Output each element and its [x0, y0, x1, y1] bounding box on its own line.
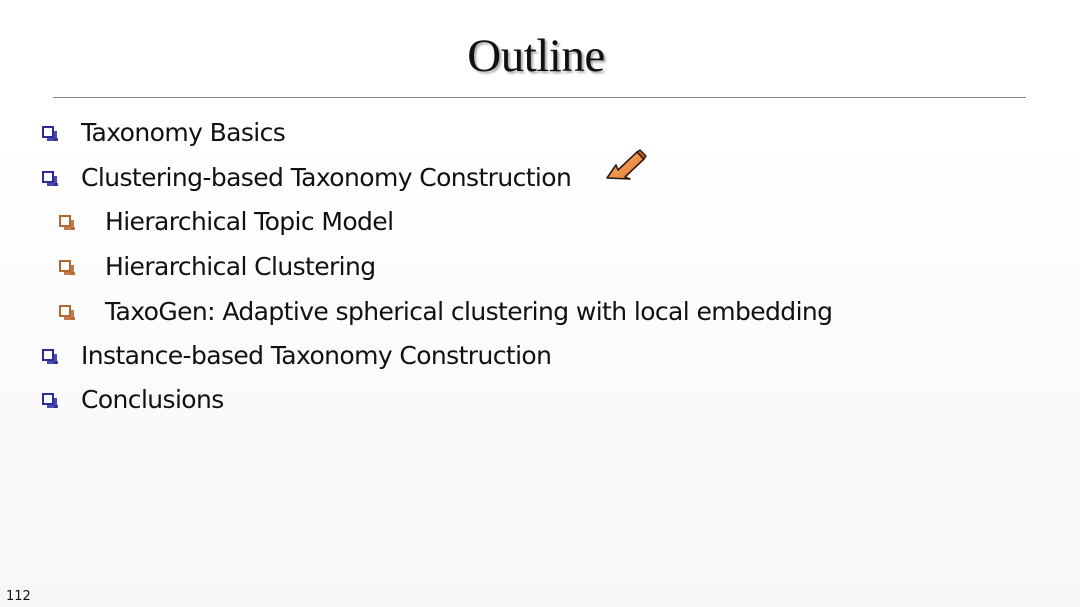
outline-item-taxonomy-basics — [42, 110, 285, 154]
square-bullet-icon — [42, 393, 54, 405]
slide-title: Outline — [467, 30, 605, 82]
outline-item-label: Conclusions — [81, 384, 224, 414]
outline-item-instance-based — [42, 333, 551, 377]
square-bullet-icon — [59, 260, 71, 272]
square-bullet-icon — [59, 215, 71, 227]
outline-item-label: TaxoGen: Adaptive spherical clustering with local embedding — [105, 296, 833, 326]
pointing-hand-icon — [604, 148, 648, 188]
outline-subitem-hierarchical-topic-model — [59, 199, 393, 243]
page-number: 112 — [6, 589, 31, 604]
outline-item-conclusions — [42, 377, 224, 421]
outline-item-label: Instance-based Taxonomy Construction — [81, 340, 552, 370]
outline-item-label: Hierarchical Clustering — [105, 251, 376, 281]
square-bullet-icon — [59, 305, 71, 317]
square-bullet-icon — [42, 171, 54, 183]
outline-item-label: Hierarchical Topic Model — [105, 206, 394, 236]
outline-subitem-taxogen — [59, 289, 832, 333]
outline-item-label: Clustering-based Taxonomy Construction — [81, 162, 572, 192]
square-bullet-icon — [42, 126, 54, 138]
outline-item-clustering-based — [42, 155, 571, 199]
outline-item-label: Taxonomy Basics — [81, 117, 286, 147]
outline-subitem-hierarchical-clustering — [59, 244, 376, 288]
square-bullet-icon — [42, 349, 54, 361]
title-divider — [53, 97, 1026, 98]
